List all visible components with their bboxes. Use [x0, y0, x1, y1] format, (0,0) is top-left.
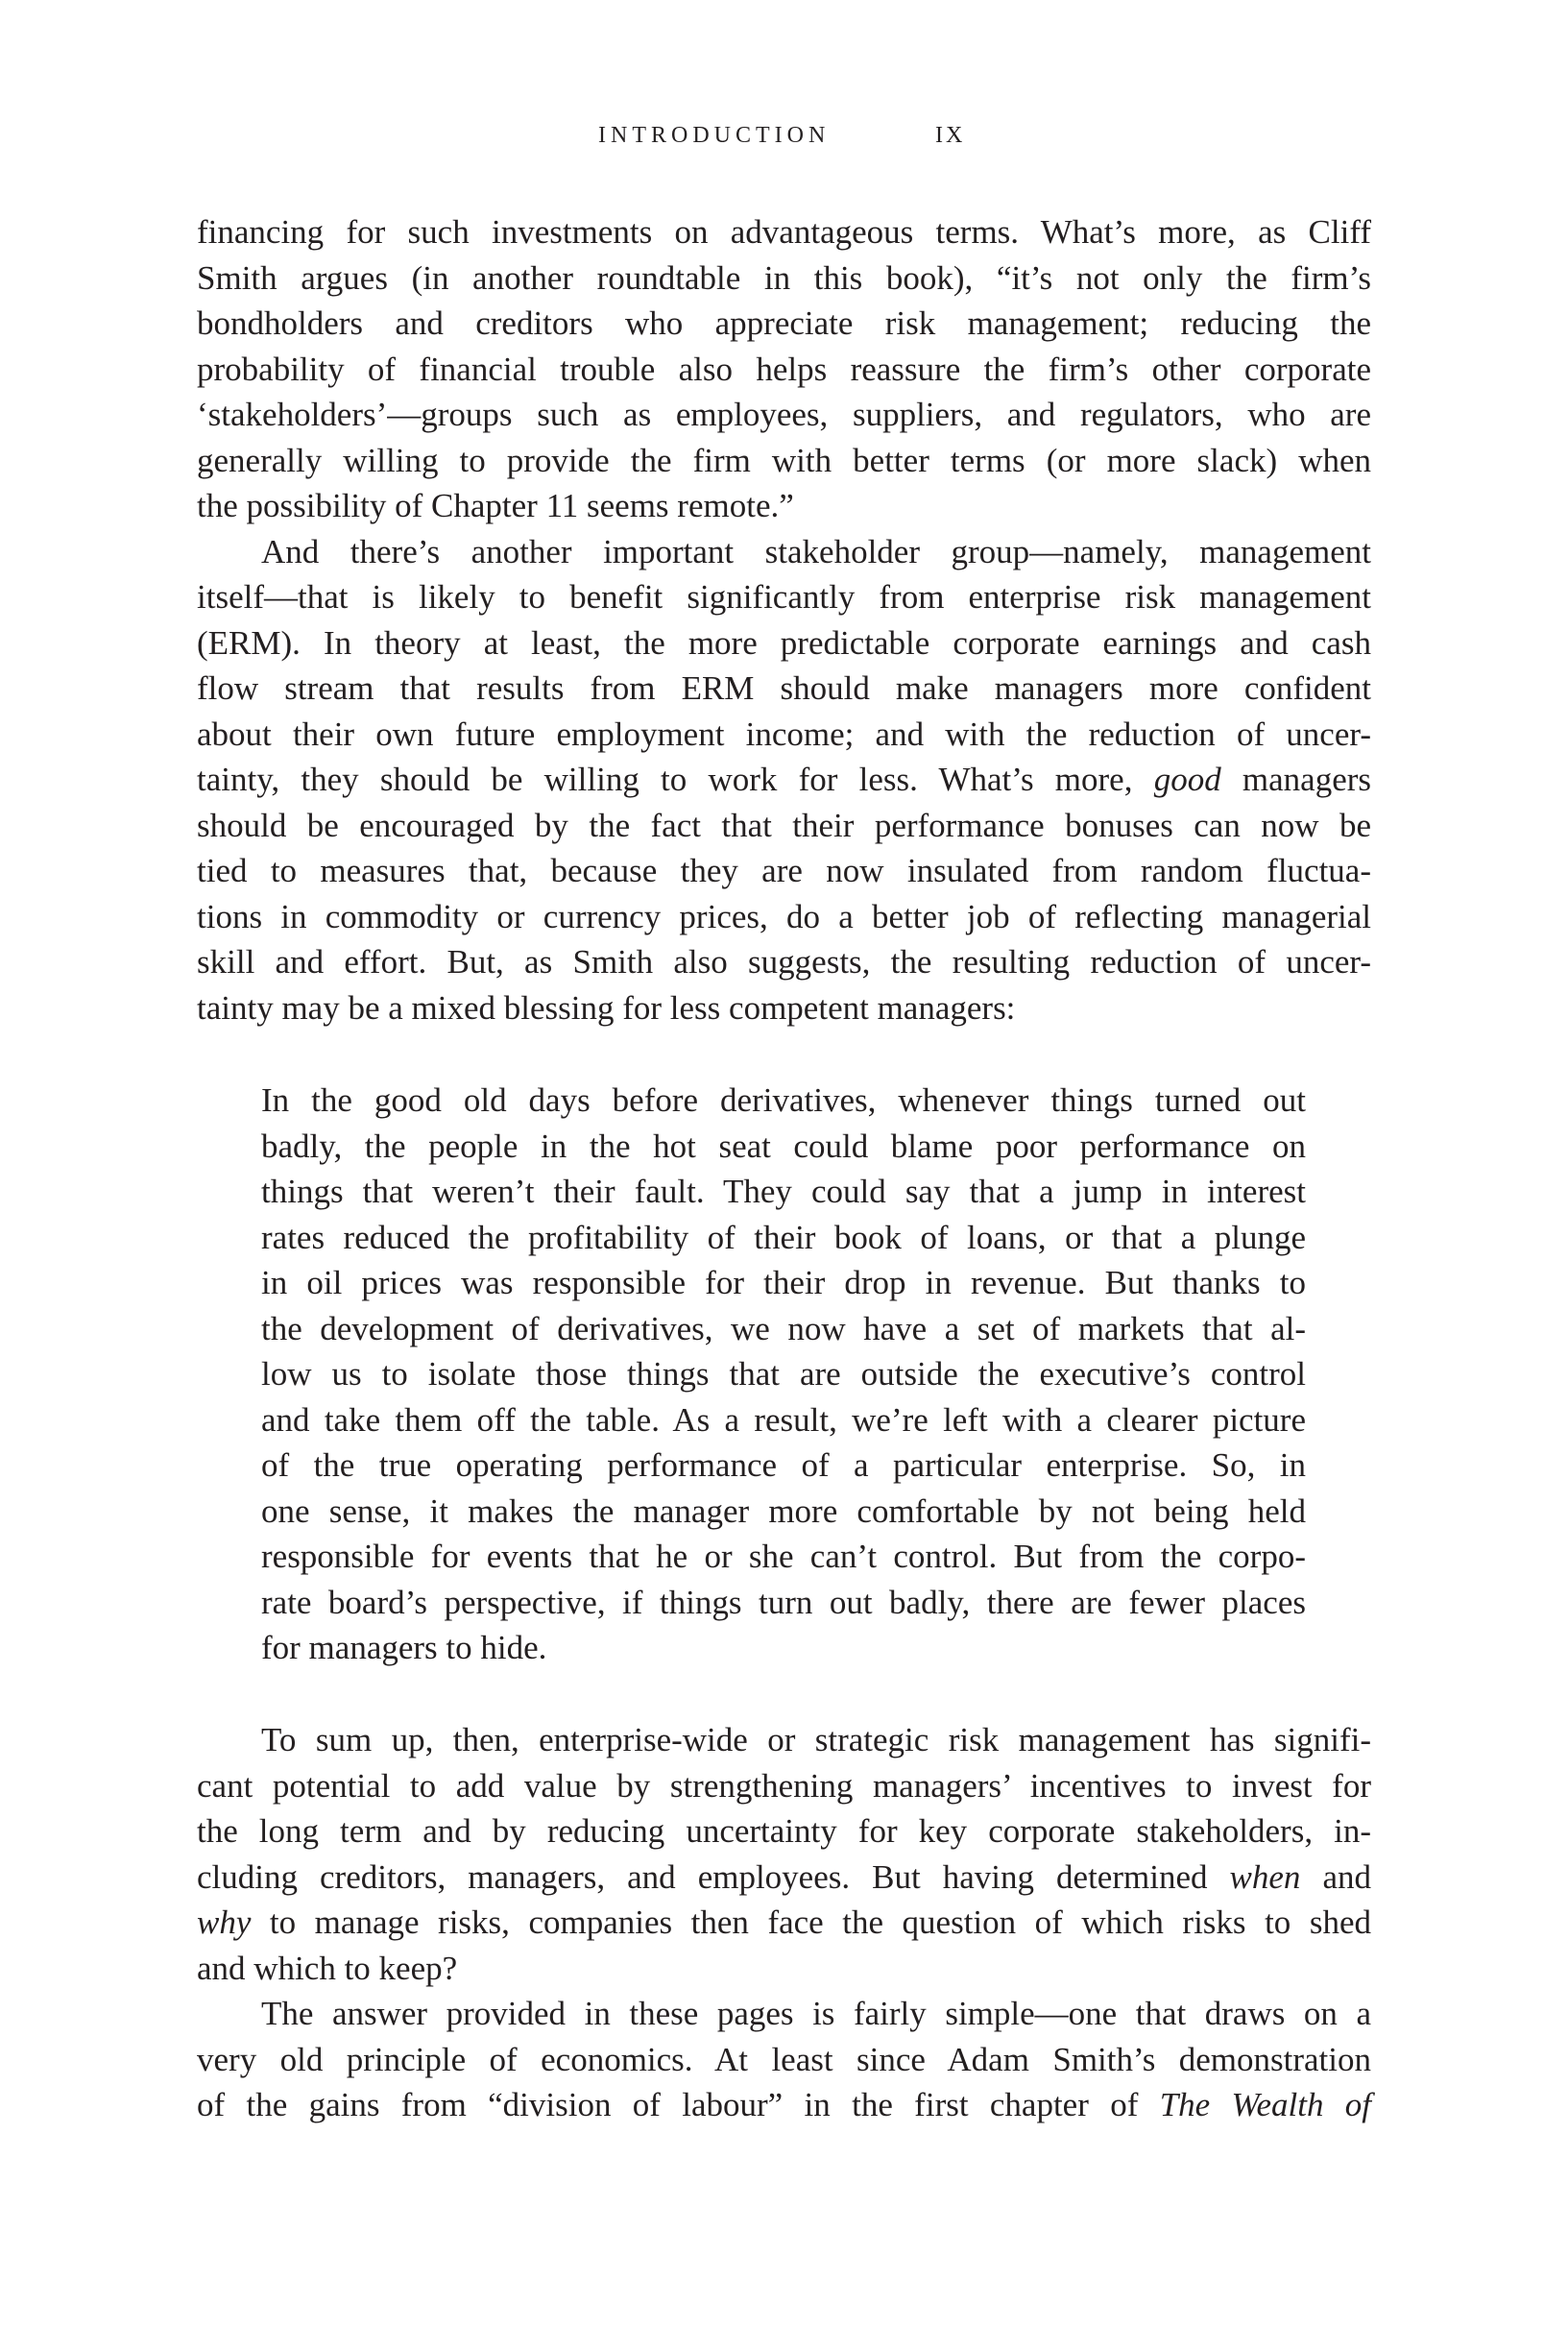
quote-line: and take them off the table. As a result, we’re left with a clearer picture [261, 1401, 1306, 1439]
text-line: The answer provided in these pages is fairly simple—one that draws on a [261, 1995, 1371, 2032]
quote-line: of the true operating performance of a particular enterprise. So, in [261, 1446, 1306, 1484]
text-line: tainty may be a mixed blessing for less competent managers: [197, 989, 1016, 1027]
page-number: IX [935, 123, 966, 148]
text-line: about their own future employment income; and with the reduction of uncer- [197, 715, 1371, 753]
text-line: tied to measures that, because they are now insulated from random fluctua- [197, 852, 1371, 889]
text-line: should be encouraged by the fact that their performance bonuses can now be [197, 807, 1371, 844]
running-head [0, 115, 1568, 163]
text-line: the possibility of Chapter 11 seems remote.” [197, 487, 794, 524]
text-line: bondholders and creditors who appreciate risk management; reducing the [197, 304, 1371, 342]
text-line: cant potential to add value by strengthening managers’ incentives to invest for [197, 1767, 1371, 1805]
italic-emphasis: when [1229, 1858, 1301, 1896]
text-line: ‘stakeholders’—groups such as employees, suppliers, and regulators, who are [197, 396, 1371, 433]
quote-line: low us to isolate those things that are outside the executive’s control [261, 1355, 1306, 1393]
quote-line: badly, the people in the hot seat could blame poor performance on [261, 1128, 1306, 1165]
italic-emphasis: good [1153, 761, 1221, 798]
text-line: tions in commodity or currency prices, do a better job of reflecting managerial [197, 898, 1371, 935]
text-line-with-italic: of the gains from “division of labour” in the first chapter of The Wealth of [197, 2086, 1371, 2123]
quote-line: in oil prices was responsible for their drop in revenue. But thanks to [261, 1264, 1306, 1301]
quote-line: rates reduced the profitability of their book of loans, or that a plunge [261, 1219, 1306, 1256]
italic-emphasis: why [197, 1903, 252, 1941]
text-line: generally willing to provide the firm with better terms (or more slack) when [197, 442, 1371, 479]
text-line: very old principle of economics. At least since Adam Smith’s demonstration [197, 2041, 1371, 2078]
text-line: financing for such investments on advantageous terms. What’s more, as Cliff [197, 213, 1371, 251]
text-line: probability of financial trouble also helps reassure the firm’s other corporate [197, 351, 1371, 388]
quote-line: rate board’s perspective, if things turn out badly, there are fewer places [261, 1584, 1306, 1621]
quote-line: for managers to hide. [261, 1629, 547, 1666]
quote-line: In the good old days before derivatives, whenever things turned out [261, 1081, 1306, 1119]
text-line-with-italic: why to manage risks, companies then face the question of which risks to shed [197, 1903, 1371, 1941]
text-line: flow stream that results from ERM should make managers more confident [197, 669, 1371, 707]
italic-book-title: The Wealth of [1159, 2086, 1371, 2123]
text-line: And there’s another important stakeholder group—namely, management [261, 533, 1371, 570]
text-line: To sum up, then, enterprise-wide or strategic risk management has signifi- [261, 1721, 1371, 1758]
quote-line: responsible for events that he or she can’t control. But from the corpo- [261, 1538, 1306, 1575]
text-line: the long term and by reducing uncertainty for key corporate stakeholders, in- [197, 1812, 1371, 1850]
text-line: skill and effort. But, as Smith also suggests, the resulting reduction of uncer- [197, 943, 1371, 981]
text-line: Smith argues (in another roundtable in this book), “it’s not only the firm’s [197, 259, 1371, 297]
quote-line: one sense, it makes the manager more comfortable by not being held [261, 1492, 1306, 1530]
quote-line: the development of derivatives, we now have a set of markets that al- [261, 1310, 1306, 1347]
text-line: itself—that is likely to benefit significantly from enterprise risk management [197, 578, 1371, 616]
running-head-title: INTRODUCTION [598, 123, 831, 148]
text-line: and which to keep? [197, 1950, 458, 1987]
text-line: (ERM). In theory at least, the more predictable corporate earnings and cash [197, 624, 1371, 662]
quote-line: things that weren’t their fault. They could say that a jump in interest [261, 1173, 1306, 1210]
text-line-with-italic: cluding creditors, managers, and employees. But having determined when and [197, 1858, 1371, 1896]
text-line-with-italic: tainty, they should be willing to work for less. What’s more, good managers [197, 761, 1371, 798]
